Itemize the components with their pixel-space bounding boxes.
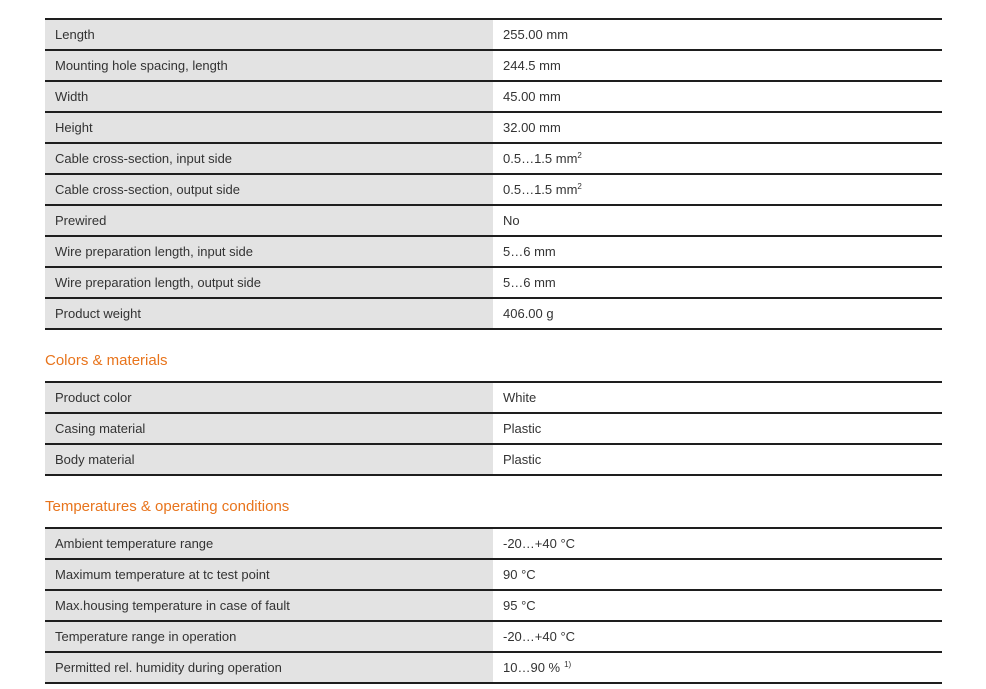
- spec-value: [493, 112, 942, 143]
- spec-value-text: White: [503, 390, 537, 405]
- dimensions-table: [45, 18, 942, 330]
- spec-label: Ambient temperature range: [45, 528, 493, 559]
- table-row: [45, 81, 942, 112]
- spec-value: [493, 50, 942, 81]
- colors-materials-table-section: [45, 381, 942, 476]
- temperatures-table-section: [45, 527, 942, 684]
- spec-value: [493, 559, 942, 590]
- spec-label: Cable cross-section, output side: [45, 174, 493, 205]
- spec-value: [493, 621, 942, 652]
- spec-value-text: 95 °C: [503, 598, 536, 613]
- spec-value-text: 90 °C: [503, 567, 536, 582]
- spec-label: Prewired: [45, 205, 493, 236]
- spec-value-text: 0.5…1.5 mm: [503, 151, 578, 166]
- spec-value: [493, 19, 942, 50]
- dimensions-table-section: [45, 18, 942, 330]
- table-row: [45, 205, 942, 236]
- spec-label: Casing material: [45, 413, 493, 444]
- temperatures-heading: Temperatures & operating conditions: [45, 498, 290, 515]
- spec-value-text: 10…90 %: [503, 660, 561, 675]
- spec-label: Maximum temperature at tc test point: [45, 559, 493, 590]
- spec-label: Cable cross-section, input side: [45, 143, 493, 174]
- spec-label: Permitted rel. humidity during operation: [45, 652, 493, 683]
- table-row: [45, 50, 942, 81]
- spec-value: [493, 444, 942, 475]
- colors-materials-heading: Colors & materials: [45, 352, 168, 369]
- spec-value: [493, 298, 942, 329]
- spec-value-text: -20…+40 °C: [503, 629, 576, 644]
- spec-value-text: 5…6 mm: [503, 275, 556, 290]
- table-row: [45, 174, 942, 205]
- spec-label: Height: [45, 112, 493, 143]
- spec-label: Wire preparation length, input side: [45, 236, 493, 267]
- table-row: [45, 413, 942, 444]
- temperatures-table: [45, 527, 942, 684]
- spec-value-text: -20…+40 °C: [503, 536, 576, 551]
- spec-value: [493, 267, 942, 298]
- table-row: [45, 298, 942, 329]
- spec-value: [493, 413, 942, 444]
- table-row: [45, 444, 942, 475]
- table-row: [45, 267, 942, 298]
- spec-label: Length: [45, 19, 493, 50]
- spec-value: [493, 236, 942, 267]
- table-row: [45, 143, 942, 174]
- spec-value-text: 406.00 g: [503, 306, 554, 321]
- spec-value-text: Plastic: [503, 452, 542, 467]
- table-row: [45, 528, 942, 559]
- table-row: [45, 382, 942, 413]
- spec-value-text: Plastic: [503, 421, 542, 436]
- spec-value-text: 255.00 mm: [503, 27, 569, 42]
- spec-value: [493, 174, 942, 205]
- spec-value-superscript: 2: [577, 151, 582, 160]
- table-row: [45, 559, 942, 590]
- spec-value-text: 0.5…1.5 mm: [503, 182, 578, 197]
- spec-value-text: 32.00 mm: [503, 120, 561, 135]
- spec-value-text: No: [503, 213, 520, 228]
- spec-value: [493, 205, 942, 236]
- spec-value: [493, 590, 942, 621]
- spec-value-text: 45.00 mm: [503, 89, 561, 104]
- spec-value: [493, 143, 942, 174]
- spec-value-text: 5…6 mm: [503, 244, 556, 259]
- spec-label: Width: [45, 81, 493, 112]
- spec-value: [493, 528, 942, 559]
- table-row: [45, 590, 942, 621]
- spec-value-text: 244.5 mm: [503, 58, 561, 73]
- spec-label: Wire preparation length, output side: [45, 267, 493, 298]
- table-row: [45, 652, 942, 683]
- spec-value: [493, 382, 942, 413]
- table-row: [45, 19, 942, 50]
- spec-label: Max.housing temperature in case of fault: [45, 590, 493, 621]
- spec-value: [493, 652, 942, 683]
- spec-label: Body material: [45, 444, 493, 475]
- spec-label: Temperature range in operation: [45, 621, 493, 652]
- colors-materials-table: [45, 381, 942, 476]
- spec-label: Product weight: [45, 298, 493, 329]
- spec-value-superscript: 2: [577, 182, 582, 191]
- spec-value-superscript: 1): [564, 660, 572, 669]
- spec-value: [493, 81, 942, 112]
- table-row: [45, 621, 942, 652]
- spec-label: Product color: [45, 382, 493, 413]
- table-row: [45, 236, 942, 267]
- table-row: [45, 112, 942, 143]
- spec-label: Mounting hole spacing, length: [45, 50, 493, 81]
